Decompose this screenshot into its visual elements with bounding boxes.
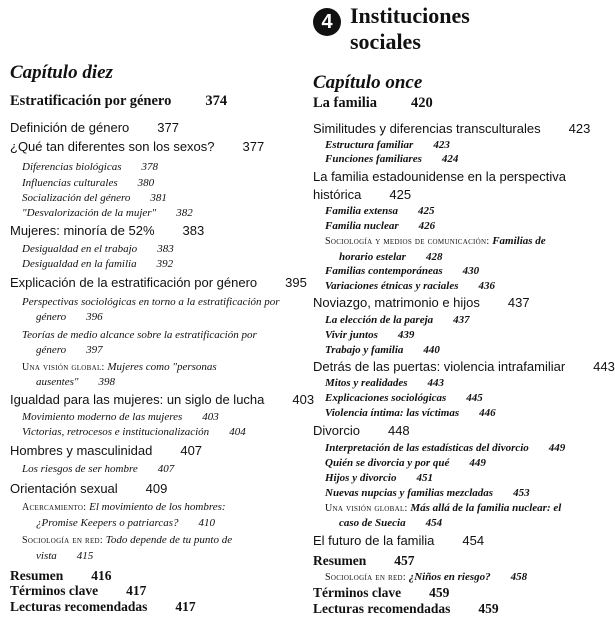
page-number: 410 <box>198 517 215 529</box>
page-number: 446 <box>479 407 496 419</box>
toc-entry <box>325 342 440 358</box>
toc-entry <box>10 223 204 239</box>
toc-entry <box>22 461 174 477</box>
entry-title: ausentes" <box>36 376 79 388</box>
chapter-heading <box>313 72 422 94</box>
page-number: 439 <box>397 329 415 341</box>
page-number: 398 <box>98 376 116 388</box>
entry-title: El futuro de la familia <box>313 533 435 548</box>
entry-title: Trabajo y familia <box>325 344 404 356</box>
entry-title: Mitos y realidades <box>325 377 408 389</box>
page-number: 443 <box>593 359 615 374</box>
entry-title: Capítulo diez <box>10 62 113 83</box>
toc-entry <box>36 374 115 390</box>
page-number: 395 <box>285 275 307 290</box>
entry-title: Términos clave <box>313 585 402 600</box>
entry-title: Movimiento moderno de las mujeres <box>22 411 183 423</box>
page-number: 423 <box>433 139 450 151</box>
page-number: 409 <box>145 481 168 496</box>
entry-title: Detrás de las puertas: violencia intrafamiliar <box>313 359 566 374</box>
entry-title: Capítulo once <box>313 72 423 93</box>
toc-entry <box>313 359 615 375</box>
entry-title: horario estelar <box>339 251 406 263</box>
entry-title: caso de Suecia <box>339 517 406 529</box>
page-number: 451 <box>416 472 433 484</box>
entry-title: Vivir juntos <box>325 329 378 341</box>
toc-entry <box>325 233 546 249</box>
toc-entry <box>22 532 232 548</box>
toc-entry <box>22 409 219 425</box>
entry-title: Funciones familiares <box>325 153 422 165</box>
entry-title: Hombres y masculinidad <box>10 443 153 458</box>
page-number: 443 <box>427 377 444 389</box>
entry-title: Explicaciones sociológicas <box>325 392 447 404</box>
page-number: 383 <box>182 223 205 238</box>
toc-entry <box>22 190 167 206</box>
entry-title: Hijos y divorcio <box>325 472 397 484</box>
entry-title: Similitudes y diferencias transculturales <box>313 121 541 136</box>
entry-title: La familia <box>313 95 378 111</box>
toc-entry <box>10 120 179 136</box>
toc-entry <box>10 275 307 291</box>
entry-title: Familia extensa <box>325 205 399 217</box>
toc-entry <box>22 205 193 221</box>
entry-title: Familias de <box>489 235 546 247</box>
toc-entry <box>313 121 590 137</box>
page-number: 459 <box>478 601 499 616</box>
toc-entry <box>10 93 227 109</box>
toc-entry <box>313 601 499 617</box>
toc-entry <box>325 278 495 294</box>
page-number: 417 <box>175 599 196 614</box>
toc-entry <box>22 175 154 191</box>
entry-title: género <box>36 344 67 356</box>
toc-entry <box>10 392 314 408</box>
entry-title: Todo depende de tu punto de <box>102 534 233 546</box>
toc-entry <box>10 568 112 584</box>
feature-label: Acercamiento: <box>22 502 87 513</box>
page-number: 424 <box>441 153 459 165</box>
toc-entry <box>10 599 196 615</box>
feature-label: Una visión global: <box>22 362 105 373</box>
feature-label: Sociología y medios de comunicación: <box>325 236 490 247</box>
page-number: 457 <box>394 553 415 568</box>
toc-entry <box>22 499 226 515</box>
toc-entry <box>325 455 486 471</box>
toc-entry <box>325 405 496 421</box>
page-number: 437 <box>453 314 470 326</box>
entry-title: Igualdad para las mujeres: un siglo de lucha <box>10 392 265 407</box>
toc-entry <box>313 169 566 185</box>
page-number: 459 <box>429 585 450 600</box>
toc-entry <box>325 470 433 486</box>
toc-entry <box>313 585 449 601</box>
toc-entry <box>22 294 280 310</box>
toc-entry <box>325 390 483 406</box>
toc-entry <box>313 423 410 439</box>
toc-entry <box>325 375 444 391</box>
page-number: 392 <box>156 258 174 270</box>
entry-title: Nuevas nupcias y familias mezcladas <box>325 487 494 499</box>
toc-entry <box>36 515 215 531</box>
page-number: 430 <box>462 265 480 277</box>
toc-entry <box>22 424 246 440</box>
page-number: 382 <box>176 207 193 219</box>
toc-entry <box>325 218 435 234</box>
entry-title: El movimiento de los hombres: <box>86 501 226 513</box>
page-number: 380 <box>137 177 155 189</box>
page-number: 448 <box>387 423 410 438</box>
page-number: 453 <box>513 487 530 499</box>
entry-title: ¿Qué tan diferentes son los sexos? <box>10 139 215 154</box>
page-number: 425 <box>418 205 435 217</box>
page-number: 397 <box>86 344 103 356</box>
toc-entry <box>22 327 257 343</box>
toc-entry <box>313 533 484 549</box>
toc-entry <box>339 515 442 531</box>
toc-entry <box>325 485 530 501</box>
part-title-line1: Instituciones <box>350 3 470 28</box>
entry-title: Familia nuclear <box>325 220 399 232</box>
part-title-line2: sociales <box>350 29 421 54</box>
page-number: 458 <box>510 571 528 583</box>
page-number: 454 <box>462 533 485 548</box>
part-number-badge: 4 <box>313 8 341 36</box>
toc-entry <box>325 312 470 328</box>
toc-entry <box>325 327 414 343</box>
toc-entry <box>325 569 527 585</box>
page-number: 423 <box>568 121 591 136</box>
entry-title: Diferencias biológicas <box>22 161 122 173</box>
toc-entry <box>22 256 173 272</box>
entry-title: Los riesgos de ser hombre <box>22 463 138 475</box>
entry-title: La familia estadounidense en la perspectiva <box>313 169 566 184</box>
page-number: 454 <box>425 517 443 529</box>
entry-title: ¿Niños en riesgo? <box>405 571 491 583</box>
entry-title: Resumen <box>313 553 367 568</box>
entry-title: Lecturas recomendadas <box>313 601 451 616</box>
entry-title: Definición de género <box>10 120 130 135</box>
chapter-heading <box>10 62 113 84</box>
page-number: 449 <box>548 442 566 454</box>
entry-title: Desigualdad en el trabajo <box>22 243 138 255</box>
page-number: 426 <box>418 220 436 232</box>
entry-title: Influencias culturales <box>22 177 118 189</box>
entry-title: Más allá de la familia nuclear: el <box>407 502 562 514</box>
page-number: 416 <box>91 568 112 583</box>
entry-title: Mujeres como "personas <box>104 361 217 373</box>
page-number: 377 <box>157 120 179 135</box>
entry-title: Desigualdad en la familia <box>22 258 137 270</box>
page-number: 407 <box>157 463 175 475</box>
toc-entry <box>325 151 458 167</box>
page-number: 420 <box>411 95 433 111</box>
entry-title: Perspectivas sociológicas en torno a la estratificación por <box>22 296 280 308</box>
entry-title: Explicación de la estratificación por género <box>10 275 258 290</box>
page-number: 449 <box>469 457 486 469</box>
toc-entry <box>313 187 411 203</box>
toc-entry <box>10 481 167 497</box>
toc-entry <box>22 241 174 257</box>
entry-title: Familias contemporáneas <box>325 265 443 277</box>
entry-title: Estratificación por género <box>10 93 172 109</box>
entry-title: Mujeres: minoría de 52% <box>10 223 155 238</box>
toc-entry <box>22 359 217 375</box>
entry-title: Violencia íntima: las víctimas <box>325 407 460 419</box>
page-number: 403 <box>292 392 315 407</box>
toc-entry <box>10 583 146 599</box>
entry-title: Teorías de medio alcance sobre la estratificación por <box>22 329 257 341</box>
entry-title: Noviazgo, matrimonio e hijos <box>313 295 480 310</box>
page-number: 374 <box>205 93 228 109</box>
page-number: 404 <box>229 426 246 438</box>
toc-entry <box>313 95 433 111</box>
toc-entry <box>325 263 479 279</box>
toc-entry <box>22 159 158 175</box>
entry-title: Orientación sexual <box>10 481 118 496</box>
entry-title: Interpretación de las estadísticas del divorcio <box>325 442 529 454</box>
toc-entry <box>313 295 530 311</box>
entry-title: Resumen <box>10 568 64 583</box>
entry-title: vista <box>36 550 57 562</box>
entry-title: La elección de la pareja <box>325 314 434 326</box>
toc-entry <box>10 443 202 459</box>
toc-entry <box>36 548 93 564</box>
page-number: 417 <box>126 583 147 598</box>
entry-title: Estructura familiar <box>325 139 414 151</box>
toc-entry <box>10 139 264 155</box>
entry-title: Socialización del género <box>22 192 131 204</box>
page-number: 407 <box>180 443 203 458</box>
page-number: 440 <box>423 344 440 356</box>
toc-entry <box>325 500 561 516</box>
entry-title: Victorias, retrocesos e institucionalización <box>22 426 210 438</box>
entry-title: Lecturas recomendadas <box>10 599 148 614</box>
feature-label: Una visión global: <box>325 503 408 514</box>
entry-title: "Desvalorización de la mujer" <box>22 207 157 219</box>
page-number: 381 <box>150 192 167 204</box>
feature-label: Sociología en red: <box>22 535 103 546</box>
entry-title: Variaciones étnicas y raciales <box>325 280 459 292</box>
entry-title: Términos clave <box>10 583 99 598</box>
toc-entry <box>313 553 415 569</box>
page-number: 377 <box>242 139 265 154</box>
toc-entry <box>36 309 103 325</box>
toc-entry <box>325 203 435 219</box>
entry-title: ¿Promise Keepers o patriarcas? <box>36 517 179 529</box>
feature-label: Sociología en red: <box>325 572 406 583</box>
entry-title: género <box>36 311 67 323</box>
page-number: 383 <box>157 243 174 255</box>
page-number: 403 <box>202 411 219 423</box>
entry-title: Divorcio <box>313 423 360 438</box>
page-number: 378 <box>141 161 158 173</box>
page-number: 436 <box>478 280 496 292</box>
page-number: 415 <box>76 550 94 562</box>
page-number: 428 <box>425 251 443 263</box>
page-number: 425 <box>389 187 412 202</box>
page-number: 396 <box>86 311 103 323</box>
page-number: 437 <box>507 295 530 310</box>
entry-title: Quién se divorcia y por qué <box>325 457 450 469</box>
toc-entry <box>36 342 103 358</box>
entry-title: histórica <box>313 187 362 202</box>
toc-entry <box>325 440 565 456</box>
page-number: 445 <box>466 392 483 404</box>
